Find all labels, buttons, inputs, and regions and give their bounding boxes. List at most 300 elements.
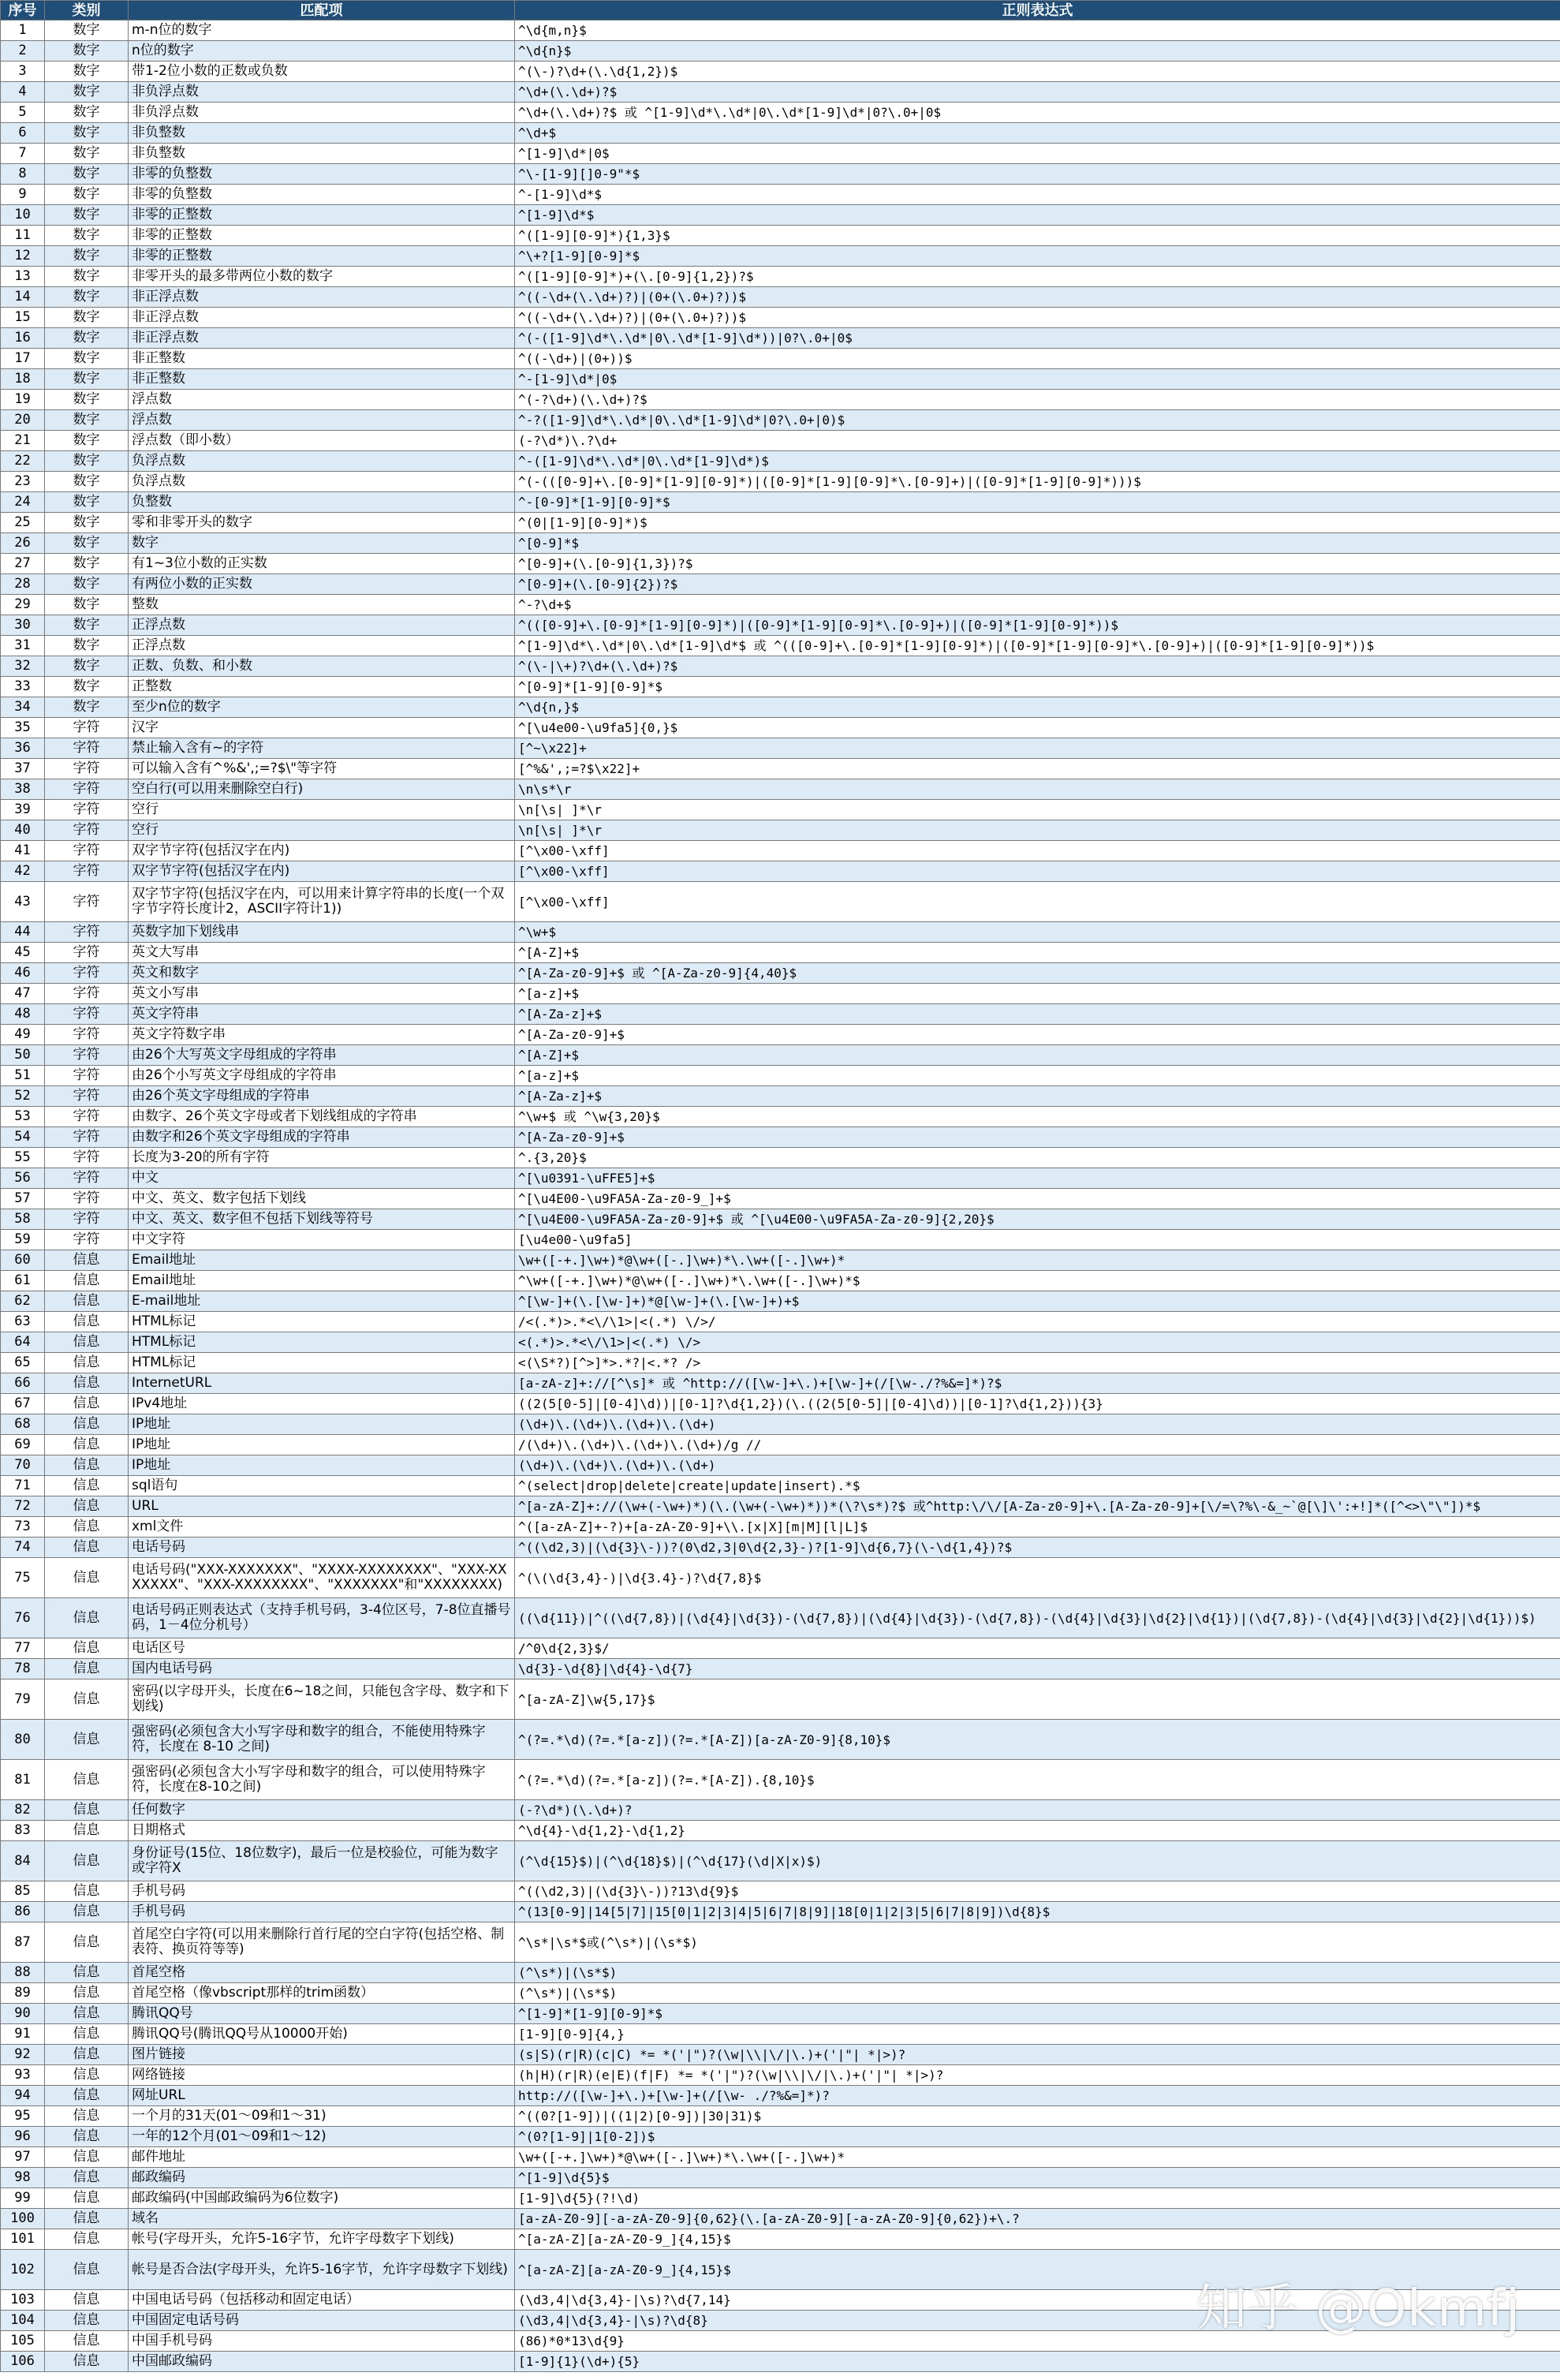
table-row xyxy=(1,963,1560,984)
table-row xyxy=(1,2168,1560,2188)
row-category: 数字 xyxy=(45,492,129,513)
row-regex: ^(select|drop|delete|create|update|insert).*$ xyxy=(515,1476,1560,1496)
row-regex: ^\+?[1-9][0-9]*$ xyxy=(515,246,1560,267)
row-number: 19 xyxy=(1,390,45,410)
row-number: 2 xyxy=(1,41,45,62)
row-number: 91 xyxy=(1,2024,45,2045)
row-item: 带1-2位小数的正数或负数 xyxy=(129,62,515,82)
row-category: 信息 xyxy=(45,2024,129,2045)
row-item: 由数字和26个英文字母组成的字符串 xyxy=(129,1127,515,1148)
row-number: 68 xyxy=(1,1414,45,1435)
table-row xyxy=(1,1127,1560,1148)
row-regex: /<(.*)>.*<\/\1>|<(.*) \/>/ xyxy=(515,1312,1560,1332)
row-item: 首尾空格 xyxy=(129,1963,515,1983)
row-item: 图片链接 xyxy=(129,2045,515,2065)
row-regex: \w+([-+.]\w+)*@\w+([-.]\w+)*\.\w+([-.]\w+)* xyxy=(515,1250,1560,1271)
row-category: 信息 xyxy=(45,2045,129,2065)
row-number: 38 xyxy=(1,779,45,800)
row-category: 信息 xyxy=(45,1659,129,1679)
table-row xyxy=(1,103,1560,123)
row-item: 手机号码 xyxy=(129,1902,515,1922)
row-item: 中文、英文、数字包括下划线 xyxy=(129,1189,515,1209)
row-item: 身份证号(15位、18位数字)，最后一位是校验位，可能为数字或字符X xyxy=(129,1841,515,1881)
row-regex: ^-[1-9]\d*$ xyxy=(515,185,1560,205)
row-item: HTML标记 xyxy=(129,1332,515,1353)
row-regex: ^[\u4E00-\u9FA5A-Za-z0-9]+$ 或 ^[\u4E00-\u9FA5A-Za-z0-9]{2,20}$ xyxy=(515,1209,1560,1230)
row-number: 46 xyxy=(1,963,45,984)
row-regex: ^([1-9][0-9]*)+(\.[0-9]{1,2})?$ xyxy=(515,267,1560,287)
row-item: 正浮点数 xyxy=(129,615,515,636)
table-row xyxy=(1,697,1560,718)
row-item: 英数字加下划线串 xyxy=(129,922,515,943)
row-number: 97 xyxy=(1,2147,45,2168)
table-row xyxy=(1,2045,1560,2065)
row-number: 87 xyxy=(1,1922,45,1963)
row-category: 数字 xyxy=(45,615,129,636)
row-category: 数字 xyxy=(45,431,129,451)
row-regex: ^(0|[1-9][0-9]*)$ xyxy=(515,513,1560,533)
row-category: 信息 xyxy=(45,2065,129,2086)
row-regex: ^(-(([0-9]+\.[0-9]*[1-9][0-9]*)|([0-9]*[1-9][0-9]*\.[0-9]+)|([0-9]*[1-9][0-9]*)))$ xyxy=(515,472,1560,492)
row-regex: [^\x00-\xff] xyxy=(515,861,1560,882)
row-item: 非零的正整数 xyxy=(129,246,515,267)
row-regex: ^(-([1-9]\d*\.\d*|0\.\d*[1-9]\d*))|0?\.0+|0$ xyxy=(515,328,1560,349)
row-item: 中文 xyxy=(129,1168,515,1189)
row-number: 77 xyxy=(1,1638,45,1659)
row-item: 中国电话号码（包括移动和固定电话） xyxy=(129,2290,515,2311)
row-item: 负浮点数 xyxy=(129,451,515,472)
table-row xyxy=(1,2024,1560,2045)
row-category: 信息 xyxy=(45,2106,129,2127)
row-number: 57 xyxy=(1,1189,45,1209)
row-category: 数字 xyxy=(45,328,129,349)
row-number: 103 xyxy=(1,2290,45,2311)
row-item: 一个月的31天(01～09和1～31) xyxy=(129,2106,515,2127)
row-number: 93 xyxy=(1,2065,45,2086)
row-item: 邮政编码(中国邮政编码为6位数字) xyxy=(129,2188,515,2209)
row-number: 102 xyxy=(1,2250,45,2290)
row-category: 信息 xyxy=(45,1414,129,1435)
table-row xyxy=(1,595,1560,615)
row-number: 75 xyxy=(1,1558,45,1598)
table-row xyxy=(1,123,1560,144)
row-regex: ^\d{m,n}$ xyxy=(515,21,1560,41)
table-row xyxy=(1,1922,1560,1963)
row-regex: [^\x00-\xff] xyxy=(515,841,1560,861)
row-regex: ^(\-)?\d+(\.\d{1,2})$ xyxy=(515,62,1560,82)
row-category: 数字 xyxy=(45,472,129,492)
row-item: 禁止输入含有~的字符 xyxy=(129,738,515,759)
row-regex: ^-?([1-9]\d*\.\d*|0\.\d*[1-9]\d*|0?\.0+|0)$ xyxy=(515,410,1560,431)
row-regex: \n\s*\r xyxy=(515,779,1560,800)
row-category: 信息 xyxy=(45,1291,129,1312)
row-category: 字符 xyxy=(45,882,129,922)
row-regex: ((\d{11})|^((\d{7,8})|(\d{4}|\d{3})-(\d{7,8})|(\d{4}|\d{3})-(\d{7,8})-(\d{4}|\d{3}|\d{2}|\d{1})|(\d{7,8})-(\d{4}|\d{3}|\d{2}|\d{1}))$) xyxy=(515,1598,1560,1638)
row-number: 67 xyxy=(1,1394,45,1414)
table-row xyxy=(1,1189,1560,1209)
row-item: 双字节字符(包括汉字在内，可以用来计算字符串的长度(一个双字节字符长度计2，ASCII字符计1)) xyxy=(129,882,515,922)
row-number: 47 xyxy=(1,984,45,1004)
row-item: 任何数字 xyxy=(129,1800,515,1821)
row-category: 信息 xyxy=(45,1455,129,1476)
row-item: 网址URL xyxy=(129,2086,515,2106)
table-row xyxy=(1,1086,1560,1107)
table-body xyxy=(1,21,1560,2372)
table-row xyxy=(1,1312,1560,1332)
row-number: 36 xyxy=(1,738,45,759)
row-item: 电话号码 xyxy=(129,1537,515,1558)
row-category: 数字 xyxy=(45,144,129,164)
row-category: 信息 xyxy=(45,1537,129,1558)
row-number: 33 xyxy=(1,677,45,697)
row-item: 腾讯QQ号(腾讯QQ号从10000开始) xyxy=(129,2024,515,2045)
row-regex: ^[A-Za-z0-9]+$ xyxy=(515,1025,1560,1045)
table-row xyxy=(1,1496,1560,1517)
row-number: 18 xyxy=(1,369,45,390)
row-category: 信息 xyxy=(45,1841,129,1881)
row-category: 数字 xyxy=(45,554,129,574)
row-regex: (\d+)\.(\d+)\.(\d+)\.(\d+) xyxy=(515,1414,1560,1435)
row-number: 70 xyxy=(1,1455,45,1476)
row-regex: [^%&',;=?$\x22]+ xyxy=(515,759,1560,779)
row-category: 字符 xyxy=(45,1045,129,1066)
row-category: 信息 xyxy=(45,2290,129,2311)
row-regex: ^([1-9][0-9]*){1,3}$ xyxy=(515,226,1560,246)
row-number: 1 xyxy=(1,21,45,41)
row-number: 52 xyxy=(1,1086,45,1107)
row-item: 日期格式 xyxy=(129,1821,515,1841)
row-regex: ^((-\d+)|(0+))$ xyxy=(515,349,1560,369)
row-regex: ^[A-Z]+$ xyxy=(515,943,1560,963)
row-category: 字符 xyxy=(45,922,129,943)
row-item: 英文小写串 xyxy=(129,984,515,1004)
row-item: 由26个大写英文字母组成的字符串 xyxy=(129,1045,515,1066)
table-row xyxy=(1,2004,1560,2024)
table-row xyxy=(1,1107,1560,1127)
row-number: 76 xyxy=(1,1598,45,1638)
row-regex: \n[\s| ]*\r xyxy=(515,820,1560,841)
row-regex: ^((\d2,3)|(\d{3}\-))?13\d{9}$ xyxy=(515,1881,1560,1902)
row-category: 字符 xyxy=(45,1148,129,1168)
table-row xyxy=(1,226,1560,246)
row-category: 数字 xyxy=(45,410,129,431)
row-number: 84 xyxy=(1,1841,45,1881)
row-regex: ^[a-z]+$ xyxy=(515,1066,1560,1086)
row-category: 信息 xyxy=(45,1881,129,1902)
table-row xyxy=(1,21,1560,41)
row-category: 数字 xyxy=(45,636,129,656)
row-category: 字符 xyxy=(45,1066,129,1086)
row-category: 信息 xyxy=(45,1922,129,1963)
row-category: 数字 xyxy=(45,595,129,615)
table-row xyxy=(1,2106,1560,2127)
row-number: 14 xyxy=(1,287,45,308)
row-number: 88 xyxy=(1,1963,45,1983)
row-regex: ^[A-Za-z]+$ xyxy=(515,1004,1560,1025)
row-category: 字符 xyxy=(45,1025,129,1045)
row-regex: ^[\w-]+(\.[\w-]+)*@[\w-]+(\.[\w-]+)+$ xyxy=(515,1291,1560,1312)
row-number: 64 xyxy=(1,1332,45,1353)
row-number: 53 xyxy=(1,1107,45,1127)
row-number: 44 xyxy=(1,922,45,943)
row-regex: (s|S)(r|R)(c|C) *= *('|")?(\w|\\|\/|\.)+('|"| *|>)? xyxy=(515,2045,1560,2065)
row-item: 浮点数 xyxy=(129,390,515,410)
row-category: 信息 xyxy=(45,2352,129,2372)
row-number: 94 xyxy=(1,2086,45,2106)
row-regex: ^[0-9]*[1-9][0-9]*$ xyxy=(515,677,1560,697)
row-item: 手机号码 xyxy=(129,1881,515,1902)
row-number: 63 xyxy=(1,1312,45,1332)
row-category: 信息 xyxy=(45,1353,129,1373)
row-item: 强密码(必须包含大小写字母和数字的组合，不能使用特殊字符，长度在 8-10 之间) xyxy=(129,1720,515,1760)
row-category: 数字 xyxy=(45,451,129,472)
table-row xyxy=(1,677,1560,697)
table-row xyxy=(1,574,1560,595)
table-row xyxy=(1,861,1560,882)
row-item: 可以输入含有^%&',;=?$\"等字符 xyxy=(129,759,515,779)
row-item: 有两位小数的正实数 xyxy=(129,574,515,595)
table-row xyxy=(1,1025,1560,1045)
row-item: 空行 xyxy=(129,800,515,820)
row-number: 22 xyxy=(1,451,45,472)
row-category: 字符 xyxy=(45,1168,129,1189)
row-regex: http://([\w-]+\.)+[\w-]+(/[\w- ./?%&=]*)? xyxy=(515,2086,1560,2106)
row-item: IP地址 xyxy=(129,1435,515,1455)
row-number: 83 xyxy=(1,1821,45,1841)
row-item: 强密码(必须包含大小写字母和数字的组合，可以使用特殊字符，长度在8-10之间) xyxy=(129,1760,515,1800)
row-regex: ^[a-zA-Z][a-zA-Z0-9_]{4,15}$ xyxy=(515,2250,1560,2290)
row-item: 中文、英文、数字但不包括下划线等符号 xyxy=(129,1209,515,1230)
row-regex: ^[1-9]\d{5}$ xyxy=(515,2168,1560,2188)
row-item: 长度为3-20的所有字符 xyxy=(129,1148,515,1168)
row-number: 13 xyxy=(1,267,45,287)
row-item: 密码(以字母开头，长度在6~18之间，只能包含字母、数字和下划线) xyxy=(129,1679,515,1720)
row-number: 29 xyxy=(1,595,45,615)
row-regex: [\u4e00-\u9fa5] xyxy=(515,1230,1560,1250)
table-row xyxy=(1,820,1560,841)
row-item: HTML标记 xyxy=(129,1353,515,1373)
row-regex: ^(\(\d{3,4}-)|\d{3.4}-)?\d{7,8}$ xyxy=(515,1558,1560,1598)
row-number: 86 xyxy=(1,1902,45,1922)
row-item: m-n位的数字 xyxy=(129,21,515,41)
row-category: 信息 xyxy=(45,2250,129,2290)
row-number: 24 xyxy=(1,492,45,513)
row-number: 34 xyxy=(1,697,45,718)
row-item: URL xyxy=(129,1496,515,1517)
row-item: 由26个英文字母组成的字符串 xyxy=(129,1086,515,1107)
row-category: 信息 xyxy=(45,1312,129,1332)
table-row xyxy=(1,1394,1560,1414)
row-item: 中国邮政编码 xyxy=(129,2352,515,2372)
row-number: 27 xyxy=(1,554,45,574)
table-row xyxy=(1,533,1560,554)
row-regex: ^[A-Za-z]+$ xyxy=(515,1086,1560,1107)
row-number: 59 xyxy=(1,1230,45,1250)
row-item: 非正浮点数 xyxy=(129,328,515,349)
row-category: 数字 xyxy=(45,677,129,697)
row-number: 101 xyxy=(1,2229,45,2250)
row-item: 邮件地址 xyxy=(129,2147,515,2168)
row-category: 信息 xyxy=(45,1496,129,1517)
table-row xyxy=(1,1517,1560,1537)
row-regex: ^\d{4}-\d{1,2}-\d{1,2} xyxy=(515,1821,1560,1841)
row-item: 英文和数字 xyxy=(129,963,515,984)
table-row xyxy=(1,1659,1560,1679)
header-category: 类别 xyxy=(45,1,129,21)
row-number: 96 xyxy=(1,2127,45,2147)
row-item: 由26个小写英文字母组成的字符串 xyxy=(129,1066,515,1086)
row-item: HTML标记 xyxy=(129,1312,515,1332)
row-number: 73 xyxy=(1,1517,45,1537)
row-category: 信息 xyxy=(45,2188,129,2209)
row-item: 浮点数 xyxy=(129,410,515,431)
row-item: 电话号码("XXX-XXXXXXX"、"XXXX-XXXXXXXX"、"XXX-XXXXXXX"、"XXX-XXXXXXXX"、"XXXXXXX"和"XXXXXXXX) xyxy=(129,1558,515,1598)
table-row xyxy=(1,1373,1560,1394)
table-row xyxy=(1,1841,1560,1881)
row-item: 非负浮点数 xyxy=(129,103,515,123)
row-category: 信息 xyxy=(45,1250,129,1271)
row-category: 信息 xyxy=(45,1800,129,1821)
row-number: 9 xyxy=(1,185,45,205)
table-row xyxy=(1,2352,1560,2372)
row-number: 16 xyxy=(1,328,45,349)
table-row xyxy=(1,1881,1560,1902)
table-row xyxy=(1,431,1560,451)
table-row xyxy=(1,472,1560,492)
row-category: 信息 xyxy=(45,1963,129,1983)
row-category: 数字 xyxy=(45,308,129,328)
table-row xyxy=(1,841,1560,861)
row-number: 28 xyxy=(1,574,45,595)
table-row xyxy=(1,759,1560,779)
row-item: 由数字、26个英文字母或者下划线组成的字符串 xyxy=(129,1107,515,1127)
row-category: 字符 xyxy=(45,984,129,1004)
row-category: 信息 xyxy=(45,1517,129,1537)
row-item: InternetURL xyxy=(129,1373,515,1394)
row-regex: ^[\u4e00-\u9fa5]{0,}$ xyxy=(515,718,1560,738)
row-category: 信息 xyxy=(45,1373,129,1394)
row-number: 50 xyxy=(1,1045,45,1066)
row-regex: (^\d{15}$)|(^\d{18}$)|(^\d{17}(\d|X|x)$) xyxy=(515,1841,1560,1881)
row-regex: (-?\d*)(\.\d+)? xyxy=(515,1800,1560,1821)
table-row xyxy=(1,1558,1560,1598)
row-number: 26 xyxy=(1,533,45,554)
table-row xyxy=(1,943,1560,963)
row-number: 42 xyxy=(1,861,45,882)
table-row xyxy=(1,410,1560,431)
row-item: 非负整数 xyxy=(129,144,515,164)
row-item: 非零的正整数 xyxy=(129,205,515,226)
table-row xyxy=(1,882,1560,922)
table-row xyxy=(1,144,1560,164)
row-regex: [a-zA-z]+://[^\s]* 或 ^http://([\w-]+\.)+[\w-]+(/[\w-./?%&=]*)?$ xyxy=(515,1373,1560,1394)
row-category: 字符 xyxy=(45,820,129,841)
table-row xyxy=(1,1414,1560,1435)
row-category: 信息 xyxy=(45,1394,129,1414)
table-row xyxy=(1,1271,1560,1291)
table-row xyxy=(1,1066,1560,1086)
row-regex: ^[a-zA-Z]+://(\w+(-\w+)*)(\.(\w+(-\w+)*))*(\?\s*)?$ 或^http:\/\/[A-Za-z0-9]+\.[A-Za-z0-9]+[\/=\?%\-&_~`@[\]\':+!]*([^<>\"\"])*$ xyxy=(515,1496,1560,1517)
table-row xyxy=(1,451,1560,472)
row-item: xml文件 xyxy=(129,1517,515,1537)
table-row xyxy=(1,1598,1560,1638)
row-number: 55 xyxy=(1,1148,45,1168)
row-item: 腾讯QQ号 xyxy=(129,2004,515,2024)
row-item: 正整数 xyxy=(129,677,515,697)
table-row xyxy=(1,1230,1560,1250)
row-regex: <(\S*?)[^>]*>.*?|<.*? /> xyxy=(515,1353,1560,1373)
row-number: 69 xyxy=(1,1435,45,1455)
table-row xyxy=(1,2065,1560,2086)
row-number: 90 xyxy=(1,2004,45,2024)
row-item: 非零的负整数 xyxy=(129,185,515,205)
row-number: 39 xyxy=(1,800,45,820)
row-regex: (h|H)(r|R)(e|E)(f|F) *= *('|")?(\w|\\|\/|\.)+('|"| *|>)? xyxy=(515,2065,1560,2086)
header-no: 序号 xyxy=(1,1,45,21)
row-regex: [1-9]{1}(\d+){5} xyxy=(515,2352,1560,2372)
row-number: 41 xyxy=(1,841,45,861)
row-regex: [a-zA-Z0-9][-a-zA-Z0-9]{0,62}(\.[a-zA-Z0-9][-a-zA-Z0-9]{0,62})+\.? xyxy=(515,2209,1560,2229)
table-row xyxy=(1,287,1560,308)
table-row xyxy=(1,1435,1560,1455)
row-category: 字符 xyxy=(45,738,129,759)
row-item: 域名 xyxy=(129,2209,515,2229)
row-regex: [^~\x22]+ xyxy=(515,738,1560,759)
table-row xyxy=(1,2147,1560,2168)
row-category: 数字 xyxy=(45,103,129,123)
row-regex: ^[a-z]+$ xyxy=(515,984,1560,1004)
row-number: 81 xyxy=(1,1760,45,1800)
row-item: 汉字 xyxy=(129,718,515,738)
row-regex: ^\d+$ xyxy=(515,123,1560,144)
table-row xyxy=(1,1353,1560,1373)
row-category: 数字 xyxy=(45,349,129,369)
row-regex: ^[1-9]\d*\.\d*|0\.\d*[1-9]\d*$ 或 ^(([0-9]+\.[0-9]*[1-9][0-9]*)|([0-9]*[1-9][0-9]*\.[0-9]+)|([0-9]*[1-9][0-9]*))$ xyxy=(515,636,1560,656)
row-category: 信息 xyxy=(45,1435,129,1455)
row-item: 空白行(可以用来删除空白行) xyxy=(129,779,515,800)
table-row xyxy=(1,779,1560,800)
row-item: 非正浮点数 xyxy=(129,287,515,308)
row-category: 数字 xyxy=(45,21,129,41)
row-regex: [^\x00-\xff] xyxy=(515,882,1560,922)
row-item: 邮政编码 xyxy=(129,2168,515,2188)
row-category: 信息 xyxy=(45,1760,129,1800)
row-category: 信息 xyxy=(45,2229,129,2250)
row-number: 66 xyxy=(1,1373,45,1394)
row-item: 非零开头的最多带两位小数的数字 xyxy=(129,267,515,287)
row-item: 有1~3位小数的正实数 xyxy=(129,554,515,574)
row-regex: ^((0?[1-9])|((1|2)[0-9])|30|31)$ xyxy=(515,2106,1560,2127)
row-category: 信息 xyxy=(45,2168,129,2188)
row-item: Email地址 xyxy=(129,1250,515,1271)
row-item: 数字 xyxy=(129,533,515,554)
row-number: 15 xyxy=(1,308,45,328)
table-row xyxy=(1,1760,1560,1800)
table-row xyxy=(1,554,1560,574)
row-number: 6 xyxy=(1,123,45,144)
row-category: 字符 xyxy=(45,800,129,820)
row-regex: ^[a-zA-Z][a-zA-Z0-9_]{4,15}$ xyxy=(515,2229,1560,2250)
row-category: 数字 xyxy=(45,656,129,677)
row-regex: (\d3,4|\d{3,4}-|\s)?\d{7,14} xyxy=(515,2290,1560,2311)
row-item: 浮点数（即小数） xyxy=(129,431,515,451)
row-regex: (-?\d*)\.?\d+ xyxy=(515,431,1560,451)
row-number: 71 xyxy=(1,1476,45,1496)
row-regex: (86)*0*13\d{9} xyxy=(515,2331,1560,2352)
row-category: 信息 xyxy=(45,2086,129,2106)
row-item: 帐号(字母开头，允许5-16字节，允许字母数字下划线) xyxy=(129,2229,515,2250)
row-item: 非正整数 xyxy=(129,349,515,369)
